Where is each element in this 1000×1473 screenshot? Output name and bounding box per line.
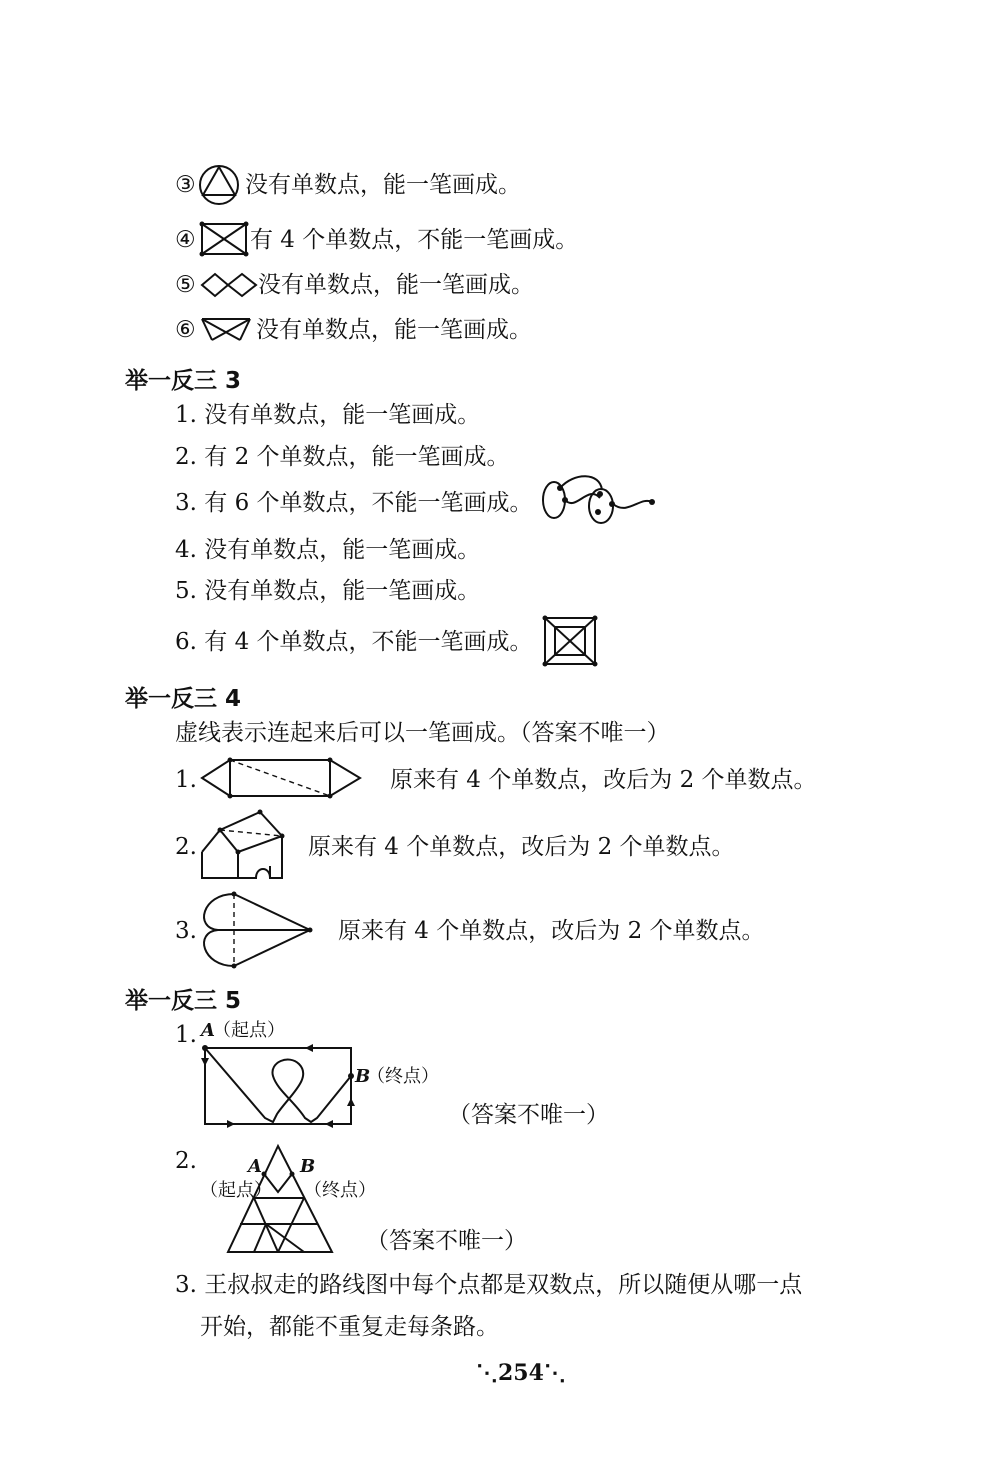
s5-item-1-note: （答案不唯一） <box>448 1102 609 1128</box>
item-5-text: 没有单数点，能一笔画成。 <box>258 272 534 298</box>
s4-item-2-text: 原来有 4 个单数点，改后为 2 个单数点。 <box>308 834 735 860</box>
s5-item-1-num: 1. <box>175 1022 197 1048</box>
page-number: ⋱254⋱ <box>476 1360 566 1386</box>
s3-item-2: 2. 有 2 个单数点，能一笔画成。 <box>175 444 510 470</box>
double-diamond-icon <box>200 272 260 300</box>
bowtie-icon <box>198 312 256 344</box>
hexagon-dashed-figure <box>198 756 368 802</box>
s5-2-end-letter: B <box>300 1156 316 1177</box>
route-rectangle-figure <box>195 1018 445 1130</box>
s3-item-6: 6. 有 4 个单数点，不能一笔画成。 <box>175 629 533 655</box>
s3-item-5: 5. 没有单数点，能一笔画成。 <box>175 578 481 604</box>
s4-item-2-num: 2. <box>175 834 197 860</box>
house-dashed-figure <box>198 808 290 880</box>
s5-item-2-note: （答案不唯一） <box>366 1228 527 1254</box>
s5-2-end-label: （终点） <box>304 1180 376 1201</box>
heart-dashed-figure <box>198 890 318 970</box>
item-4-marker: ④ <box>175 227 196 253</box>
rectangle-with-x-icon <box>200 222 248 258</box>
item-6-text: 没有单数点，能一笔画成。 <box>256 317 532 343</box>
dots-left-icon: ⋱ <box>476 1360 498 1386</box>
route-triangle-figure <box>196 1140 376 1258</box>
s4-item-3-text: 原来有 4 个单数点，改后为 2 个单数点。 <box>338 918 765 944</box>
s3-item-3: 3. 有 6 个单数点，不能一笔画成。 <box>175 490 533 516</box>
s5-1-end-label: （终点） <box>367 1066 439 1087</box>
item-5-marker: ⑤ <box>175 272 196 298</box>
nested-squares-figure <box>543 616 599 668</box>
item-4-text: 有 4 个单数点，不能一笔画成。 <box>250 227 579 253</box>
dots-right-icon: ⋱ <box>543 1360 566 1386</box>
s4-item-3-num: 3. <box>175 918 197 944</box>
s5-1-end-letter: B <box>355 1066 371 1087</box>
s4-item-1-text: 原来有 4 个单数点，改后为 2 个单数点。 <box>390 767 817 793</box>
section3-title: 举一反三 3 <box>125 368 242 394</box>
circle-with-triangle-icon <box>198 164 244 206</box>
item-3-marker: ③ <box>175 172 196 198</box>
section4-title: 举一反三 4 <box>125 686 242 712</box>
item-3-text: 没有单数点，能一笔画成。 <box>245 172 521 198</box>
s4-item-1-num: 1. <box>175 767 197 793</box>
s5-1-start-label: （起点） <box>213 1020 285 1041</box>
s4-intro: 虚线表示连起来后可以一笔画成。（答案不唯一） <box>175 720 670 746</box>
section5-title: 举一反三 5 <box>125 988 242 1014</box>
s3-item-1: 1. 没有单数点，能一笔画成。 <box>175 402 481 428</box>
item-6-marker: ⑥ <box>175 317 196 343</box>
s5-item-3-line1: 3. 王叔叔走的路线图中每个点都是双数点，所以随便从哪一点 <box>175 1272 803 1298</box>
s5-2-start-label: （起点） <box>200 1180 272 1201</box>
s5-item-3-line2: 开始，都能不重复走每条路。 <box>200 1314 499 1340</box>
s5-item-2-num: 2. <box>175 1148 197 1174</box>
s3-item-4: 4. 没有单数点，能一笔画成。 <box>175 537 481 563</box>
s5-2-start-letter: A <box>248 1156 262 1177</box>
s5-1-start-letter: A <box>201 1020 215 1041</box>
loops-figure <box>540 476 660 526</box>
